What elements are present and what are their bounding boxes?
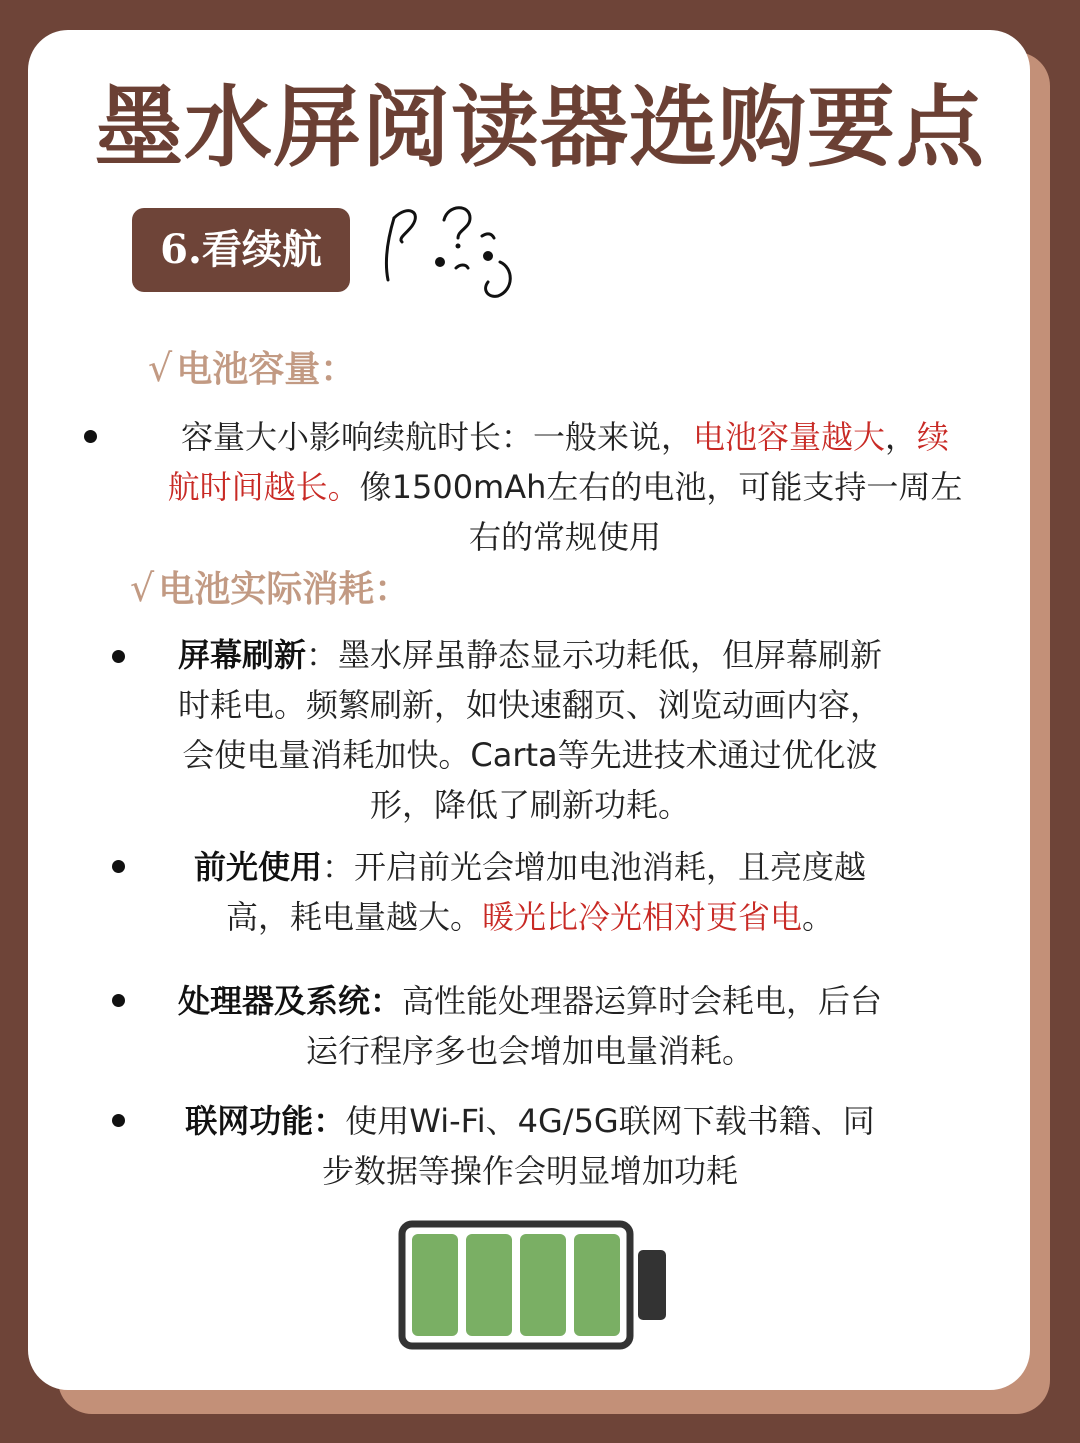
screen-refresh-paragraph	[130, 630, 930, 830]
processor-line-1	[130, 976, 930, 1026]
network-text: 使用Wi-Fi、4G/5G联网下载书籍、同	[345, 1102, 875, 1140]
processor-text: 高性能处理器运算时会耗电，后台	[402, 982, 883, 1020]
capacity-line-1	[100, 412, 1030, 462]
front-light-label: 前光使用	[193, 848, 322, 886]
network-paragraph	[130, 1096, 930, 1196]
capacity-line-3: 右的常规使用	[468, 518, 661, 556]
battery-bar	[466, 1234, 512, 1336]
battery-full-icon	[398, 1220, 670, 1350]
capacity-paragraph	[100, 412, 1030, 562]
screen-refresh-line-1	[130, 630, 930, 680]
bullet-icon	[84, 430, 97, 443]
capacity-highlight: 电池容量越大	[692, 418, 885, 456]
capacity-line-2	[100, 462, 1030, 512]
screen-refresh-text: ：墨水屏虽静态显示功耗低，但屏幕刷新	[306, 636, 883, 674]
battery-consumption-heading	[130, 566, 410, 612]
network-label: 联网功能：	[185, 1102, 346, 1140]
front-light-highlight: 暖光比冷光相对更省电	[481, 898, 802, 936]
screen-refresh-line-3: 会使电量消耗加快。Carta等先进技术通过优化波	[182, 736, 878, 774]
capacity-highlight: 续	[917, 418, 950, 456]
bullet-icon	[112, 994, 125, 1007]
battery-capacity-heading-text: 电池容量：	[176, 349, 357, 390]
processor-line-2: 运行程序多也会增加电量消耗。	[305, 1032, 754, 1070]
front-light-punct: 。	[802, 898, 835, 936]
network-line-2: 步数据等操作会明显增加功耗	[321, 1152, 738, 1190]
front-light-text: 高，耗电量越大。	[225, 898, 482, 936]
screen-refresh-line-2: 时耗电。频繁刷新，如快速翻页、浏览动画内容，	[177, 686, 882, 724]
front-light-line-2	[130, 892, 930, 942]
bullet-icon	[112, 1114, 125, 1127]
front-light-line-1	[130, 842, 930, 892]
capacity-text: 像1500mAh左右的电池，可能支持一周左	[359, 468, 963, 506]
thinking-face-doodle-icon	[378, 198, 518, 308]
check-mark-icon: √	[130, 566, 155, 610]
check-mark-icon: √	[148, 346, 173, 390]
battery-bar	[412, 1234, 458, 1336]
front-light-paragraph	[130, 842, 930, 942]
capacity-highlight: 航时间越长。	[167, 468, 360, 506]
screen-refresh-line-4: 形，降低了刷新功耗。	[369, 786, 690, 824]
capacity-text: 容量大小影响续航时长：一般来说，	[180, 418, 693, 456]
capacity-punct: ，	[885, 418, 918, 456]
page-title: 墨水屏阅读器选购要点	[94, 75, 985, 179]
battery-bar	[520, 1234, 566, 1336]
processor-label: 处理器及系统：	[177, 982, 402, 1020]
front-light-text: ：开启前光会增加电池消耗，且亮度越	[322, 848, 867, 886]
battery-bar	[574, 1234, 620, 1336]
screen-refresh-label: 屏幕刷新	[177, 636, 306, 674]
section-label-badge: 6.看续航	[132, 208, 350, 292]
battery-consumption-heading-text: 电池实际消耗：	[158, 569, 411, 610]
processor-paragraph	[130, 976, 930, 1076]
bullet-icon	[112, 860, 125, 873]
bullet-icon	[112, 650, 125, 663]
battery-capacity-heading	[148, 346, 356, 392]
network-line-1	[130, 1096, 930, 1146]
